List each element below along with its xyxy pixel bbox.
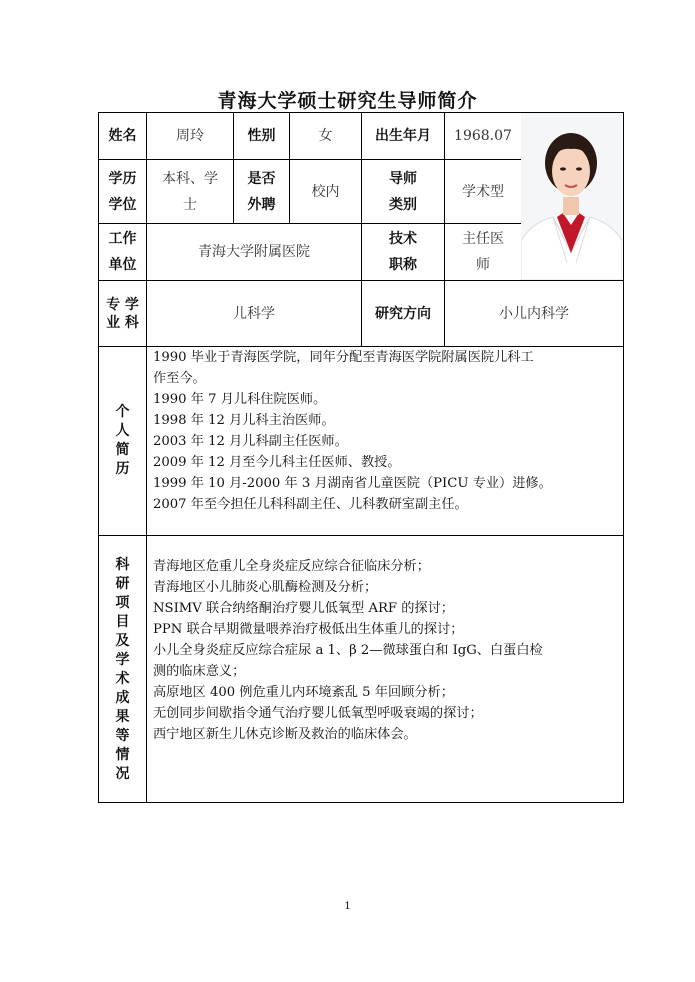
birth-value: 1968.07: [454, 128, 512, 144]
label-char: 目: [115, 613, 130, 630]
gender-label: 性别: [247, 128, 276, 144]
research-direction-value: 小儿内科学: [499, 305, 569, 322]
label-char: 学: [115, 651, 130, 668]
project-line: 青海地区小儿肺炎心肌酶检测及分析；: [153, 580, 378, 595]
page-number: 1: [344, 901, 351, 912]
label-char: 况: [115, 765, 130, 782]
label-char: 果: [115, 708, 130, 725]
education-label: 学历 学位: [108, 170, 137, 213]
supervisor-type-label: 导师 类别: [389, 170, 417, 213]
resume-line: 2007 年至今担任儿科科副主任、儿科教研室副主任。: [153, 497, 468, 512]
resume-line: 1990 毕业于青海医学院，同年分配至青海医学院附属医院儿科工: [153, 350, 534, 365]
work-unit-label: 工作 单位: [108, 231, 137, 273]
label-char: 历: [115, 461, 130, 477]
education-value: 本科、学 士: [162, 170, 218, 213]
project-line: 测的临床意义；: [153, 664, 246, 679]
label-char: 术: [115, 670, 130, 687]
name-value: 周玲: [176, 128, 204, 144]
tech-title-value: 主任医 师: [462, 231, 504, 273]
project-line: 小儿全身炎症反应综合症尿 a 1、β 2—微球蛋白和 IgG、白蛋白检: [153, 643, 543, 658]
label-char: 情: [115, 746, 130, 763]
major-value: 儿科学: [233, 305, 275, 322]
label-char: 研: [115, 575, 130, 592]
external-label: 是否 外聘: [247, 170, 276, 213]
birth-label: 出生年月: [375, 128, 431, 144]
resume-line: 作至今。: [153, 371, 206, 386]
label-char: 科: [115, 556, 130, 573]
label-char: 等: [115, 727, 130, 744]
label-char: 及: [115, 632, 130, 649]
label-char: 人: [115, 423, 130, 439]
resume-line: 2009 年 12 月至今儿科主任医师、教授。: [153, 455, 401, 470]
label-char: 简: [115, 442, 130, 458]
resume-line: 1999 年 10 月-2000 年 3 月湖南省儿童医院（PICU 专业）进修。: [153, 476, 552, 491]
project-line: PPN 联合早期微量喂养治疗极低出生体重儿的探讨；: [153, 622, 464, 637]
major-label: 专 学 业 科: [106, 296, 139, 331]
research-projects-label: [99, 536, 146, 803]
gender-value: 女: [318, 128, 333, 144]
project-line: 西宁地区新生儿休克诊断及救治的临床体会。: [153, 727, 417, 742]
work-unit-value: 青海大学附属医院: [198, 244, 310, 260]
portrait-photo: [521, 113, 622, 280]
resume-line: 1998 年 12 月儿科主治医师。: [153, 413, 335, 428]
label-char: 成: [115, 689, 130, 706]
label-char: 个: [115, 404, 130, 420]
project-line: NSIMV 联合纳络酮治疗婴儿低氧型 ARF 的探讨；: [153, 601, 454, 616]
resume-label: [99, 347, 146, 535]
resume-line: 1990 年 7 月儿科住院医师。: [153, 392, 327, 407]
research-direction-label: 研究方向: [375, 305, 431, 322]
project-line: 高原地区 400 例危重儿内环境紊乱 5 年回顾分析；: [153, 685, 454, 700]
external-value: 校内: [311, 183, 340, 200]
research-projects-text: [153, 556, 623, 745]
page-title: 青海大学硕士研究生导师简介: [217, 90, 478, 112]
project-line: 青海地区危重儿全身炎症反应综合征临床分析；: [153, 559, 430, 574]
name-label: 姓名: [108, 128, 137, 144]
resume-line: 2003 年 12 月儿科副主任医师。: [153, 434, 348, 449]
tech-title-label: 技术 职称: [389, 231, 417, 273]
supervisor-type-value: 学术型: [462, 183, 504, 200]
label-char: 项: [115, 594, 130, 611]
resume-text: [153, 347, 623, 515]
project-line: 无创同步间歇指令通气治疗婴儿低氧型呼吸衰竭的探讨；: [153, 706, 483, 721]
